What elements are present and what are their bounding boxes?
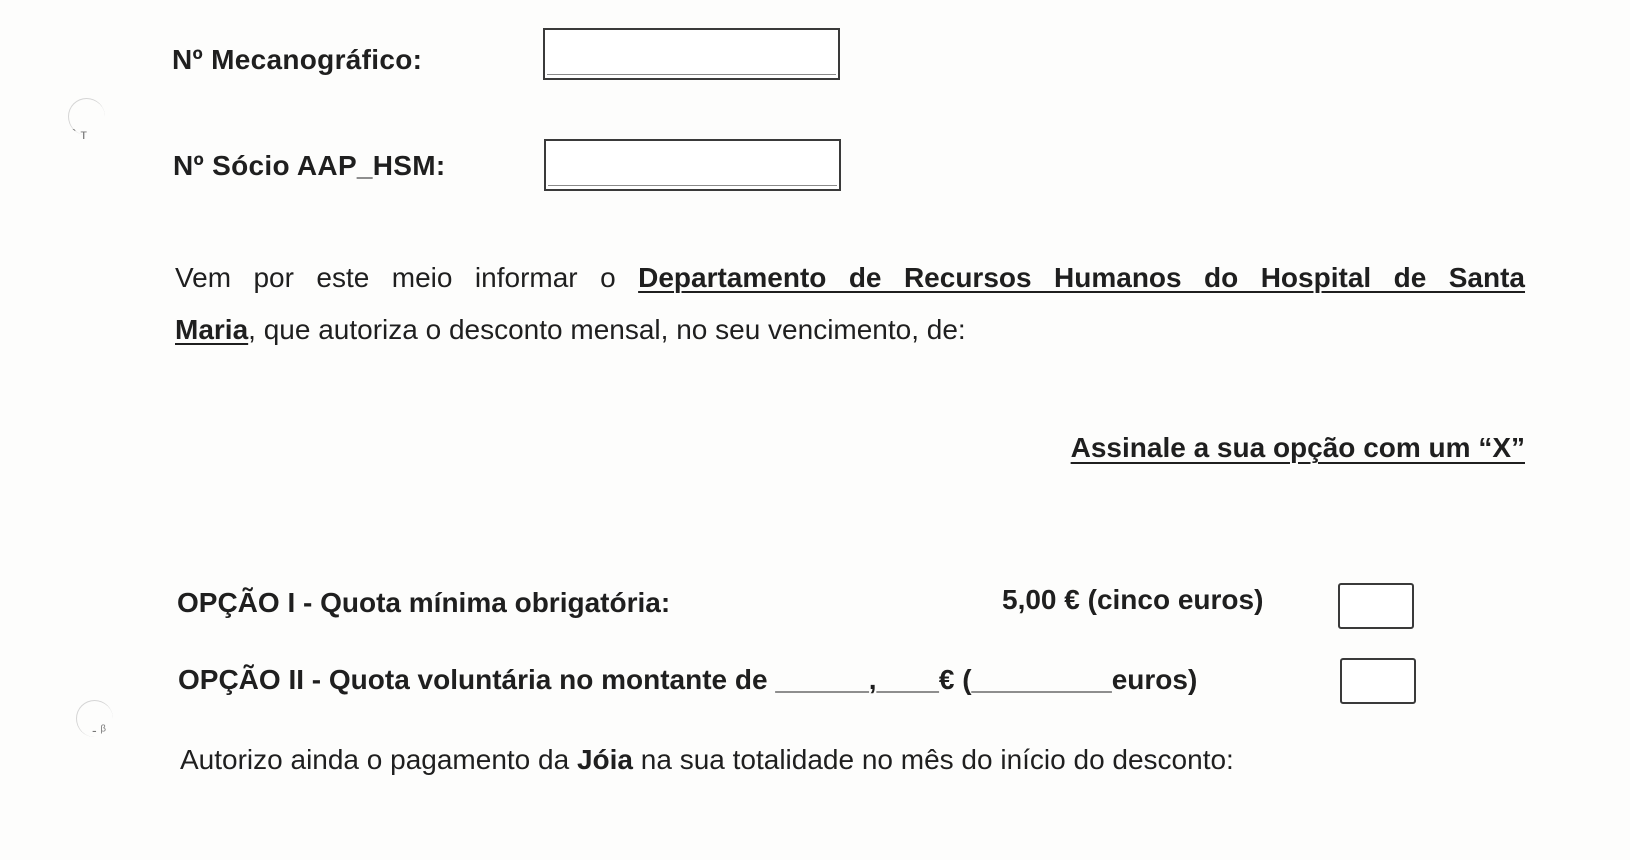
instruction-heading: Assinale a sua opção com um “X” (1070, 432, 1525, 463)
department-name: Departamento de Recursos Humanos do Hospital de Santa (638, 262, 1526, 293)
paragraph-line-1 (175, 252, 1525, 304)
authorization-paragraph (175, 252, 1525, 356)
mecanografico-input[interactable] (543, 28, 840, 80)
joia-rest: na sua totalidade no mês do início do desconto: (632, 744, 1234, 775)
socio-label: Nº Sócio AAP_HSM: (173, 150, 446, 181)
joia-bold: Jóia (576, 744, 633, 775)
margin-speck-top: ` т (72, 126, 87, 142)
paragraph-rest: , que autoriza o desconto mensal, no seu vencimento, de: (248, 314, 966, 345)
mecanografico-label: Nº Mecanográfico: (172, 44, 423, 75)
socio-input[interactable] (544, 139, 841, 191)
paragraph-intro: Vem por este meio informar o (175, 262, 639, 293)
department-name-cont: Maria (175, 314, 249, 345)
option-1-label: OPÇÃO I - Quota mínima obrigatória: (177, 587, 671, 618)
option-2-checkbox[interactable] (1340, 658, 1416, 704)
option-1-amount: 5,00 € (cinco euros) (1002, 584, 1264, 615)
option-1-checkbox[interactable] (1338, 583, 1414, 629)
joia-statement (180, 744, 1234, 776)
margin-speck-bottom: - ᵝ (92, 722, 106, 738)
option-2-label: OPÇÃO II - Quota voluntária no montante de ______,____€ (_________euros) (178, 664, 1198, 695)
joia-intro: Autorizo ainda o pagamento da (180, 744, 577, 775)
paragraph-line-2 (175, 304, 1525, 356)
